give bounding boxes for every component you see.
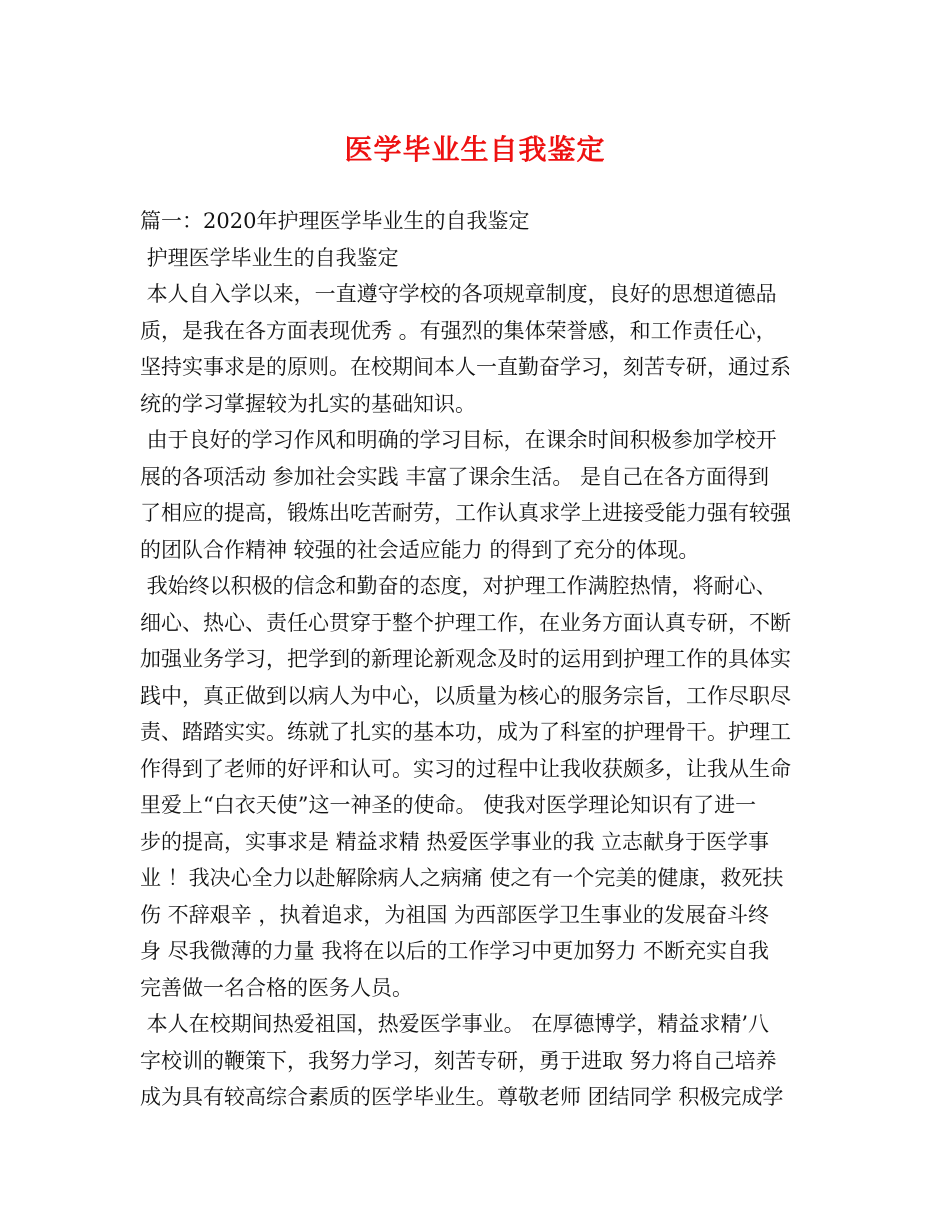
text-line: 篇一：2020年护理医学毕业生的自我鉴定: [140, 209, 530, 233]
text-line: 本人在校期间热爱祖国，热爱医学事业。 在厚德博学，精益求精’八: [140, 1012, 770, 1036]
text-line: 由于良好的学习作风和明确的学习目标，在课余时间积极参加学校开: [140, 428, 777, 452]
text-line: 细心、热心、责任心贯穿于整个护理工作，在业务方面认真专研，不断: [140, 610, 791, 635]
text-line: 质，是我在各方面表现优秀 。有强烈的集体荣誉感，和工作责任心，: [140, 318, 777, 343]
text-line: 步的提高，实事求是 精益求精 热爱医学事业的我 立志献身于医学事: [140, 829, 770, 854]
document-title: 医学毕业生自我鉴定: [344, 133, 606, 166]
text-line: 伤 不辞艰辛 ，执着追求，为祖国 为西部医学卫生事业的发展奋斗终: [140, 902, 770, 927]
text-line: 责、踏踏实实。练就了扎实的基本功，成为了科室的护理骨干。护理工: [140, 720, 791, 744]
text-line: 作得到了老师的好评和认可。实习的过程中让我收获颇多，让我从生命: [140, 756, 791, 781]
text-line: 本人自入学以来，一直遵守学校的各项规章制度，良好的思想道德品: [140, 282, 777, 306]
text-line: 业 ！我决心全力以赴解除病人之病痛 使之有一个完美的健康，救死扶: [140, 866, 784, 890]
text-line: 统的学习掌握较为扎实的基础知识。: [140, 391, 476, 416]
text-line: 身 尽我微薄的力量 我将在以后的工作学习中更加努力 不断充实自我: [140, 939, 770, 963]
text-line: 践中，真正做到以病人为中心，以质量为核心的服务宗旨，工作尽职尽: [140, 683, 791, 708]
text-line: 了相应的提高，锻炼出吃苦耐劳，工作认真求学上进接受能力强有较强: [140, 501, 791, 525]
text-line: 护理医学毕业生的自我鉴定: [140, 245, 399, 270]
text-line: 成为具有较高综合素质的医学毕业生。尊敬老师 团结同学 积极完成学: [140, 1085, 784, 1109]
text-line: 字校训的鞭策下，我努力学习，刻苦专研，勇于进取 努力将自己培养: [140, 1048, 777, 1073]
text-line: 里爱上“白衣天使”这一神圣的使命。 使我对医学理论知识有了进一: [140, 793, 757, 817]
text-line: 我始终以积极的信念和勤奋的态度，对护理工作满腔热情，将耐心、: [140, 574, 777, 598]
text-line: 加强业务学习，把学到的新理论新观念及时的运用到护理工作的具体实: [140, 647, 791, 671]
text-line: 完善做一名合格的医务人员。: [140, 975, 413, 1000]
text-line: 的团队合作精神 较强的社会适应能力 的得到了充分的体现。: [140, 537, 700, 562]
document-body: [140, 203, 816, 1116]
text-line: 坚持实事求是的原则。在校期间本人一直勤奋学习，刻苦专研，通过系: [140, 355, 791, 379]
text-line: 展的各项活动 参加社会实践 丰富了课余生活。 是自己在各方面得到: [140, 464, 770, 489]
